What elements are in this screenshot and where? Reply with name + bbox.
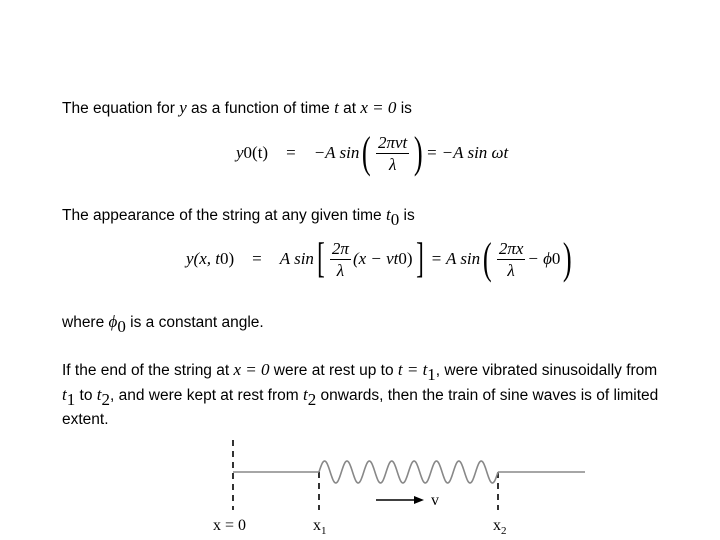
text: is a constant angle.	[125, 314, 264, 331]
math-expr: x = 0	[233, 360, 270, 379]
text: The appearance of the string at any given time	[62, 207, 386, 224]
paragraph-2	[62, 203, 672, 228]
math-sub: 1	[427, 365, 436, 385]
label-x1: $x_1$	[313, 517, 327, 537]
text: where	[62, 314, 109, 331]
label-v: v	[431, 492, 439, 509]
math-expr: t = t	[397, 360, 428, 379]
eq-term: − ϕ	[527, 249, 552, 268]
denominator: λ	[336, 260, 345, 280]
eq-close: )	[406, 249, 413, 268]
eq-lhs: y(x, t	[186, 249, 220, 268]
math-sub: 2	[101, 390, 111, 410]
text: The equation for	[62, 100, 180, 117]
text: is	[399, 207, 415, 224]
math-var: t	[303, 385, 308, 404]
math-var: t	[62, 385, 67, 404]
text: , were vibrated sinusoidally from	[435, 362, 658, 379]
numerator: 2πx	[498, 238, 524, 258]
math-var: t	[96, 385, 102, 404]
paragraph-1	[62, 96, 672, 121]
math-var: ϕ	[108, 312, 118, 331]
paragraph-4	[62, 358, 672, 432]
right-paren: )	[414, 128, 424, 177]
denominator: λ	[388, 154, 397, 174]
left-paren: (	[362, 128, 372, 177]
right-paren: )	[563, 234, 573, 283]
left-paren: (	[483, 234, 492, 283]
fraction	[376, 133, 409, 174]
sine-wave	[319, 461, 498, 483]
text: to	[75, 387, 97, 404]
text: , and were kept at rest from	[110, 387, 303, 404]
eq-term: (x − vt	[352, 249, 399, 268]
label-x0: x = 0	[213, 517, 247, 534]
fraction	[330, 239, 351, 280]
eq-term: −A sin	[313, 143, 360, 162]
equation-1: y 0 (t) = −A sin ( $\frac{\text{2πvt}}{\lambda}$ ) = −A sin ωt	[236, 128, 509, 177]
denominator: λ	[507, 260, 515, 280]
label-x2: $x_2$	[493, 517, 507, 537]
math-var: t	[334, 98, 339, 117]
eq-close: )	[228, 249, 235, 268]
paragraph-3	[62, 310, 672, 335]
equals-sign: =	[286, 143, 296, 162]
math-sub: 0	[390, 210, 400, 230]
eq-arg: (t)	[252, 143, 269, 162]
eq-rhs: = −A sin ωt	[425, 143, 509, 162]
eq-lhs: y	[236, 143, 244, 162]
text: as a function of time	[186, 100, 335, 117]
equals-sign: =	[252, 249, 262, 268]
math-var: t	[385, 205, 391, 224]
math-var: y	[179, 98, 187, 117]
numerator: 2πvt	[377, 132, 408, 152]
eq-term: = A sin	[430, 249, 481, 268]
math-sub: 1	[66, 390, 76, 410]
text: were at rest up to	[269, 362, 398, 379]
text: is	[396, 100, 412, 117]
arrow-head	[414, 496, 424, 504]
text: at	[338, 100, 361, 117]
math-expr: x = 0	[360, 98, 397, 117]
eq-term: A sin	[279, 249, 314, 268]
fraction	[497, 239, 526, 280]
text: onwards, then the train of sine waves is of limited extent.	[62, 387, 659, 428]
math-sub: 0	[117, 317, 126, 337]
math-sub: 2	[307, 390, 317, 410]
equation-2: y(x, t 0 ) = A sin [ $\frac{2\pi}{\lambda}$ (x − vt 0 ) ] = A sin ( $\frac{2\pi x}{\lambda}$ − ϕ 0 )	[186, 234, 573, 283]
numerator: 2π	[331, 238, 349, 258]
text: If the end of the string at	[62, 362, 234, 379]
left-bracket: [	[317, 236, 325, 282]
right-bracket: ]	[415, 236, 424, 282]
wave-train-diagram	[0, 430, 720, 540]
